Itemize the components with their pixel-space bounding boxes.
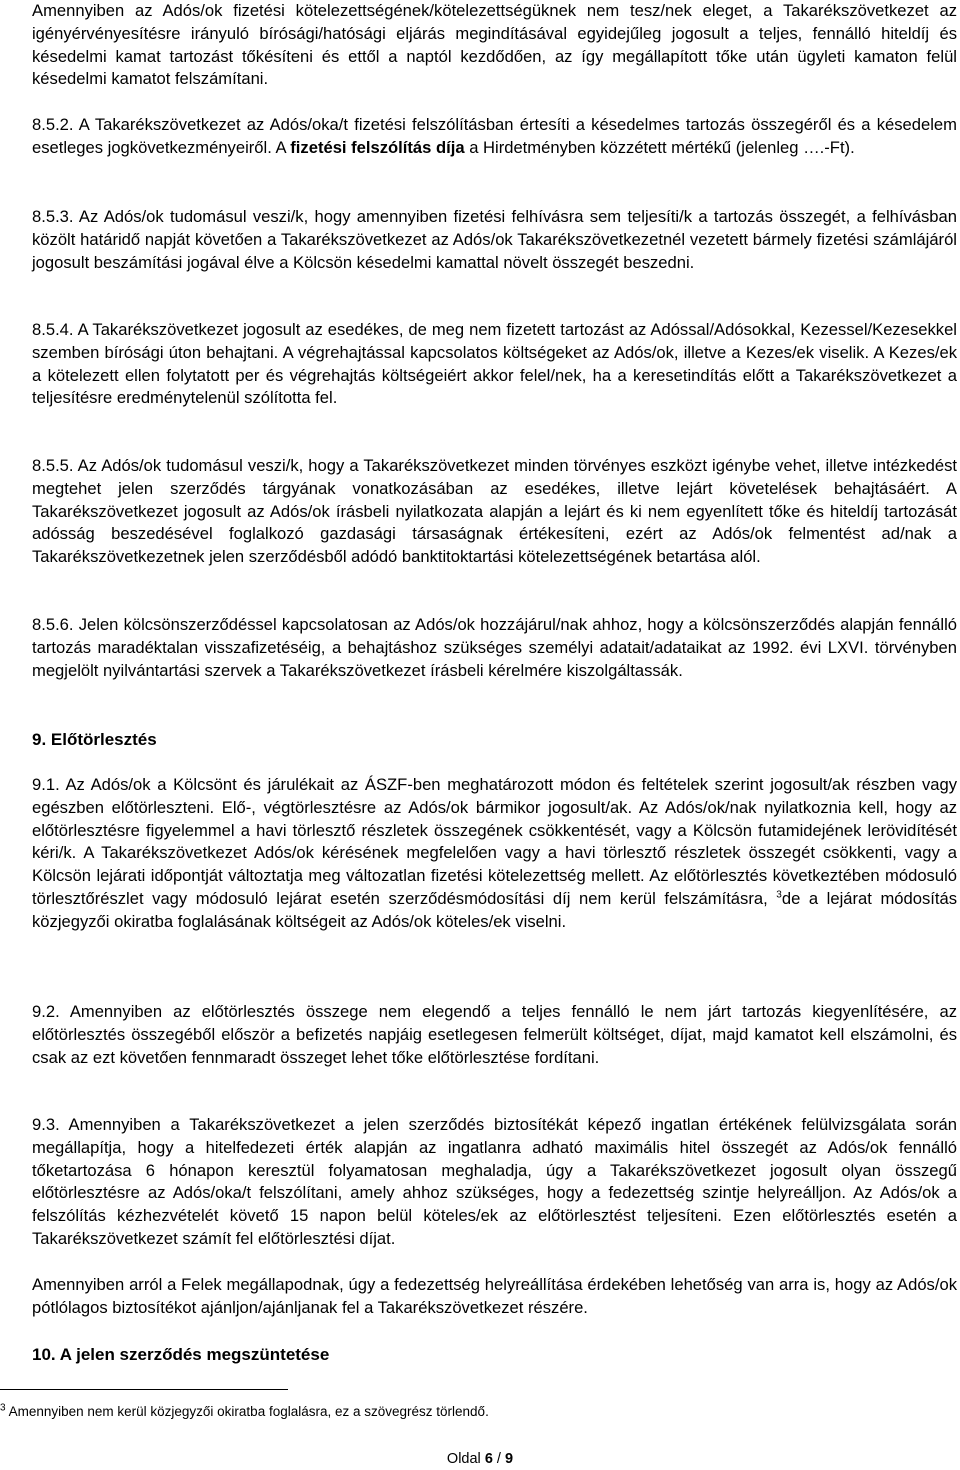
- paragraph-9-3: 9.3. Amennyiben a Takarékszövetkezet a jelen szerződés biztosítékát képező ingatlan értékének felülvizsgálata során megállapítja, hogy a hitelfedezeti érték alapján az ingatlanra adható maximális hitel összegét az Adós/ok fennálló tőketartozása 6 hónapon keresztül folyamatosan meghaladja, úgy a Takarékszövetkezet jogosult olyan összegű előtörlesztésre az Adós/oka/t felszólítani, amely ahhoz szükséges, hogy a fedezettség szintje helyreálljon. Az Adós/ok a felszólítás kézhezvételét követő 15 napon belül köteles/ek az előtörlesztést teljesíteni. Ezen előtörlesztés esetén a Takarékszövetkezet számít fel előtörlesztési díjat.: [32, 1115, 957, 1248]
- footer-label: Oldal: [446, 1451, 485, 1467]
- footnote: [0, 1403, 489, 1421]
- footer-total-pages: 9: [504, 1451, 514, 1467]
- paragraph-9-1-tail: de a lejárat módosítás közjegyzői okiratba foglalásának költségeit az Adós/ok köteles/ek viselni.: [32, 888, 957, 931]
- footnote-divider: [0, 1389, 288, 1390]
- paragraph-8-5-2: [32, 114, 957, 160]
- paragraph-8-5-2-text: 8.5.2. A Takarékszövetkezet az Adós/oka/t fizetési felszólításban értesíti a késedelmes tartozás összegéről és a késedelem esetleges jogkövetkezményeiről. A: [32, 115, 957, 157]
- page-footer: [0, 1450, 960, 1468]
- footnote-text: Amennyiben nem kerül közjegyzői okiratba foglalásra, ez a szövegrész törlendő.: [5, 1404, 489, 1419]
- paragraph-8-5-3: 8.5.3. Az Adós/ok tudomásul veszi/k, hogy amennyiben fizetési felhívásra sem teljesíti/k a tartozás összegét, a felhívásban közölt határidő napját követően a Takarékszövetkezet az Adós/ok Takarékszövetkezetnél vezetett bármely fizetési számlájáról jogosult beszámítási jogával élve a Kölcsön késedelmi kamattal növelt összegét beszedni.: [32, 207, 957, 272]
- section-heading-9: 9. Előtörlesztés: [32, 730, 157, 749]
- section-heading-10: 10. A jelen szerződés megszüntetése: [32, 1345, 330, 1364]
- paragraph-8-5-2-tail: a Hirdetményben közzétett mértékű (jelenleg ….-Ft).: [464, 137, 855, 157]
- paragraph-8-5-5: 8.5.5. Az Adós/ok tudomásul veszi/k, hogy a Takarékszövetkezet minden törvényes eszközt igénybe vehet, illetve intézkedést megtehet jelen szerződés tárgyának vonatkozásában az esedékes, illetve lejárt követelések behajtásáért. A Takarékszövetkezet jogosult az Adós/ok írásbeli nyilatkozata alapján a lejárt és ki nem egyenlített tőke és hiteldíj tartozását adósság beszedésével foglalkozó gazdasági társaságnak értékesíteni, ezért az Adós/ok felmentést ad/nak a Takarékszövetkezetnek jelen szerződésből adódó banktitoktartási kötelezettségének betartása alól.: [32, 456, 957, 567]
- footer-page-number: 6: [484, 1451, 493, 1467]
- paragraph-8-5-4: 8.5.4. A Takarékszövetkezet jogosult az esedékes, de meg nem fizetett tartozást az Adóssal/Adósokkal, Kezessel/Kezesekkel szemben bírósági úton behajtani. A végrehajtással kapcsolatos költségeket az Adós/ok, illetve a Kezes/ek viselik. A Kezes/ek a kötelezett ellen folytatott per és végrehajtás költségeiért akkor felel/nek, ha a keresetindítás előtt a Takarékszövetkezet a teljesítésre eredménytelenül szólította fel.: [32, 320, 957, 408]
- paragraph-9-2: 9.2. Amennyiben az előtörlesztés összege nem elegendő a teljes fennálló le nem járt tartozás kiegyenlítésére, az előtörlesztés összegéből először a befizetés napjáig esetlegesen felmerült költséget, díjat, majd kamatot kell elszámolni, és csak az ezt követően fennmaradt összeget lehet tőke előtörlesztése fordítani.: [32, 1002, 957, 1067]
- footer-separator: /: [492, 1451, 505, 1467]
- paragraph-8-5-6: 8.5.6. Jelen kölcsönszerződéssel kapcsolatosan az Adós/ok hozzájárul/nak ahhoz, hogy a kölcsönszerződés alapján fennálló tartozás maradéktalan visszafizetéséig, a behajtáshoz szükséges személyi adatait/adataikat az 1992. évi LXVI. törvényben megjelölt nyilvántartási szervek a Takarékszövetkezet írásbeli kérelmére kiszolgáltassák.: [32, 615, 957, 680]
- payment-notice-fee-label: fizetési felszólítás díja: [290, 137, 465, 157]
- paragraph-intro: Amennyiben az Adós/ok fizetési kötelezettségének/kötelezettségüknek nem tesz/nek eleget, a Takarékszövetkezet az igényérvényesítésre irányuló bírósági/hatósági eljárás megindításával egyidejűleg jogosult a teljes, fennálló hiteldíj és késedelmi kamat tartozást tőkésíteni és ettől a naptól kezdődően, az így megállapított tőke után ügyleti kamaton felül késedelmi kamatot felszámítani.: [32, 1, 957, 89]
- paragraph-9-1-text: 9.1. Az Adós/ok a Kölcsönt és járulékait az ÁSZF-ben meghatározott módon és feltételek szerint jogosult/ak részben vagy egészben előtörleszteni. Elő-, végtörlesztésre az Adós/ok bármikor jogosult/ak. Az Adós/ok/nak nyilatkoznia kell, hogy az előtörlesztésre figyelemmel a havi törlesztő részletek összegének csökkentését, vagy a Kölcsön futamidejének lerövidítését kéri/k. A Takarékszövetkezet Adós/ok kérésének megfelelően vagy a havi törlesztő részletek összegét csökkenti, vagy a Kölcsön lejárati időpontját változtatja meg változatlan fizetési kötelezettség mellett. Az előtörlesztés következtében módosuló törlesztőrészlet vagy módosuló lejárat esetén szerződésmódosítási díj nem kerül felszámításra,: [32, 775, 957, 908]
- paragraph-9-1: [32, 774, 957, 934]
- paragraph-9-3-continued: Amennyiben arról a Felek megállapodnak, úgy a fedezettség helyreállítása érdekében lehetőség van arra is, hogy az Adós/ok pótlólagos biztosítékot ajánljon/ajánljanak fel a Takarékszövetkezet részére.: [32, 1275, 957, 1317]
- footnote-ref-3: 3: [776, 889, 782, 901]
- footnote-number: 3: [0, 1402, 6, 1414]
